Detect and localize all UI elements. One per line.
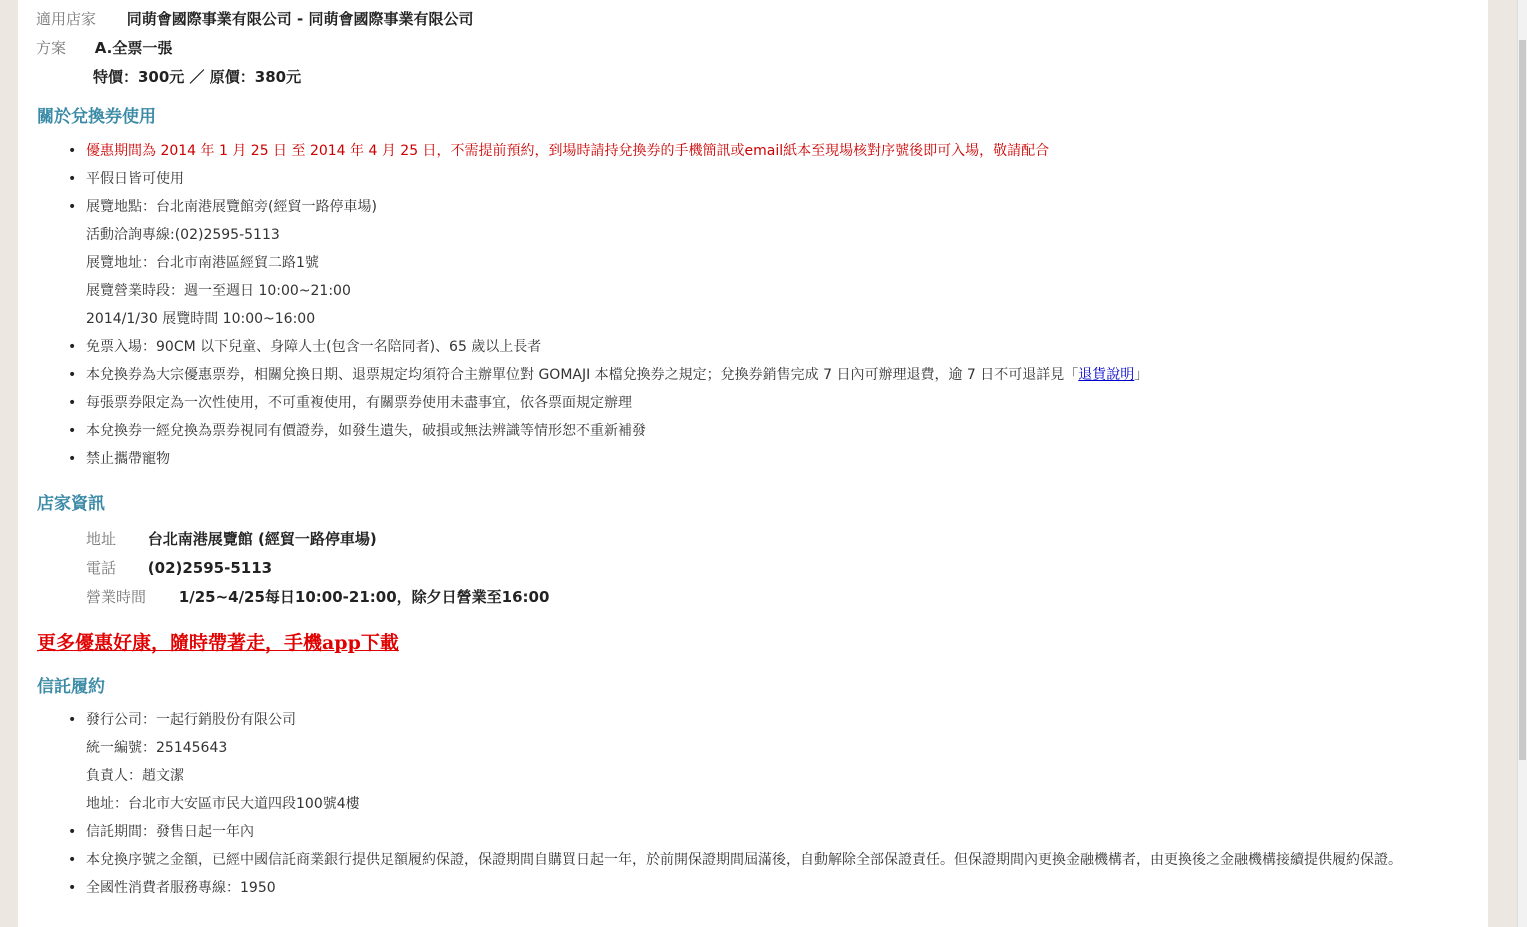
store-info-title: 店家資訊 bbox=[37, 494, 105, 514]
phone-row bbox=[86, 557, 272, 578]
list-item: • 信託期間：發售日起一年內 bbox=[86, 818, 1476, 846]
list-item: 統一編號：25145643 bbox=[86, 740, 228, 756]
usage-list bbox=[18, 137, 1476, 473]
scrollbar-thumb[interactable] bbox=[1519, 40, 1526, 760]
list-item: • 全國性消費者服務專線：1950 bbox=[86, 874, 1476, 902]
price-text: 特價：300元 ／ 原價：380元 bbox=[93, 68, 302, 86]
list-item: • 每張票券限定為一次性使用，不可重複使用，有關票券使用未盡事宜，依各票面規定辦理 bbox=[86, 389, 1476, 417]
refund-text: 本兌換券為大宗優惠票券，相關兌換日期、退票規定均須符合主辦單位對 GOMAJI 本檔兌換券之規定；兌換券銷售完成 7 日內可辦理退費，逾 7 日不可退詳見「 bbox=[86, 367, 1079, 383]
list-item: • 展覽地點：台北南港展覽館旁(經貿一路停車場) bbox=[86, 193, 1476, 221]
address-row bbox=[86, 528, 377, 549]
trust-section-title: 信託履約 bbox=[37, 677, 105, 697]
store-value: 同萌會國際事業有限公司 - 同萌會國際事業有限公司 bbox=[126, 10, 474, 28]
list-item: • 發行公司：一起行銷股份有限公司 bbox=[86, 706, 1476, 734]
address-value: 台北南港展覽館 (經貿一路停車場) bbox=[147, 530, 377, 548]
list-item-refund bbox=[86, 361, 1476, 389]
hours-row bbox=[86, 586, 549, 607]
list-item: • 禁止攜帶寵物 bbox=[86, 445, 1476, 473]
plan-label: 方案 bbox=[36, 39, 67, 57]
hours-label: 營業時間 bbox=[86, 588, 147, 606]
phone-value: (02)2595-5113 bbox=[147, 559, 273, 577]
deal-detail-page bbox=[18, 0, 1488, 927]
list-item: 展覽營業時段：週一至週日 10:00~21:00 bbox=[86, 283, 351, 299]
list-item: • 平假日皆可使用 bbox=[86, 165, 1476, 193]
list-item: 負責人：趙文潔 bbox=[86, 768, 184, 784]
refund-policy-link[interactable]: 退貨說明 bbox=[1078, 367, 1135, 383]
plan-row bbox=[36, 37, 172, 58]
list-item: 展覽地址：台北市南港區經貿二路1號 bbox=[86, 255, 319, 271]
list-item: 2014/1/30 展覽時間 10:00~16:00 bbox=[86, 311, 316, 327]
phone-label: 電話 bbox=[86, 559, 117, 577]
plan-value: A.全票一張 bbox=[94, 39, 173, 57]
list-item: • 免票入場：90CM 以下兒童、身障人士(包含一名陪同者)、65 歲以上長者 bbox=[86, 333, 1476, 361]
trust-list bbox=[18, 706, 1476, 902]
list-item: • 本兌換序號之金額，已經中國信託商業銀行提供足額履約保證，保證期間自購買日起一年，於前開保證期間屆滿後，自動解除全部保證責任。但保證期間內更換金融機構者，由更換後之金融機構接續提供履約保證。 bbox=[86, 846, 1476, 874]
list-item: 活動洽詢專線:(02)2595-5113 bbox=[86, 227, 280, 243]
address-label: 地址 bbox=[86, 530, 117, 548]
hours-value: 1/25~4/25每日10:00-21:00，除夕日營業至16:00 bbox=[178, 588, 550, 606]
refund-text-end: 」 bbox=[1134, 367, 1149, 383]
list-item: 地址：台北市大安區市民大道四段100號4樓 bbox=[86, 796, 360, 812]
list-item: • 本兌換券一經兌換為票券視同有價證券，如發生遺失，破損或無法辨識等情形恕不重新補發 bbox=[86, 417, 1476, 445]
usage-section-title: 關於兌換券使用 bbox=[37, 107, 156, 127]
list-item: • 優惠期間為 2014 年 1 月 25 日 至 2014 年 4 月 25 日，不需提前預約，到場時請持兌換券的手機簡訊或email紙本至現場核對序號後即可入場，敬請配合 bbox=[86, 137, 1476, 165]
store-label: 適用店家 bbox=[36, 10, 97, 28]
store-row bbox=[36, 8, 473, 29]
app-download-link[interactable]: 更多優惠好康，隨時帶著走，手機app下載 bbox=[37, 632, 399, 654]
